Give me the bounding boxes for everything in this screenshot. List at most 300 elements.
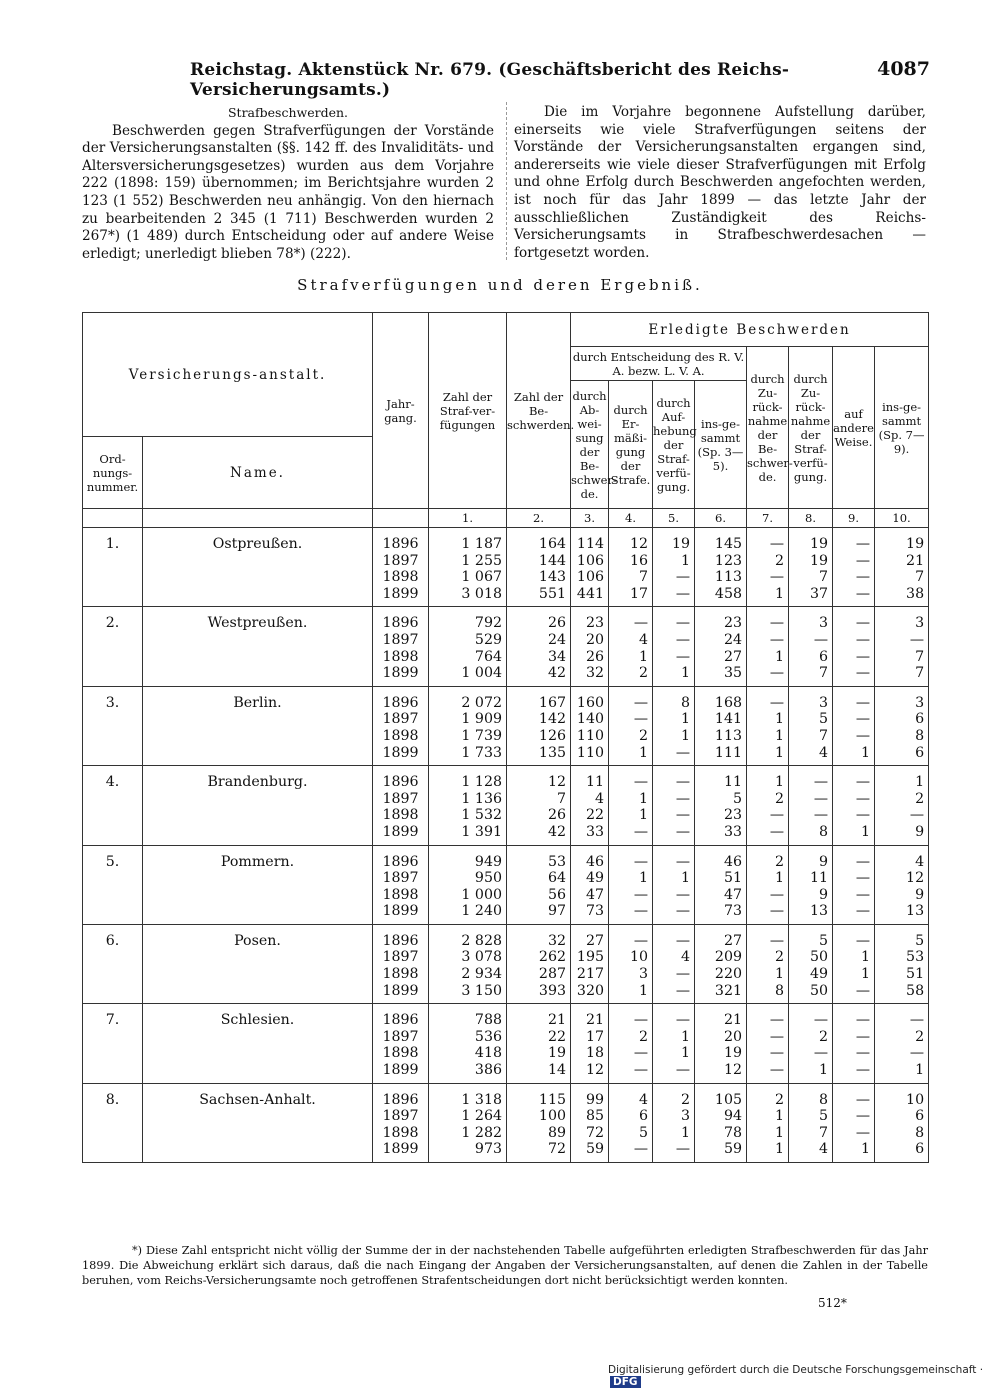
value: 35 [723,665,743,682]
value: 50 [809,982,829,999]
value: 113 [714,727,743,744]
value: 1 282 [461,1124,503,1141]
value: 51 [906,966,925,983]
right-column [514,104,926,262]
value-cell-c7 [747,607,789,686]
row-name: Ostpreußen. [143,528,373,607]
value: 788 [474,1012,503,1029]
value: 2 [680,1091,691,1108]
value-cell-c6 [695,766,747,845]
value: — [675,585,691,602]
value: 24 [723,631,743,648]
value: — [813,1045,829,1062]
value: 27 [585,932,605,949]
value: — [675,1062,691,1079]
value-cell-c1 [429,924,507,1003]
value: — [769,536,785,552]
value-cell-c9 [833,528,875,607]
value: 2 [638,665,649,682]
value-cell-c1 [429,528,507,607]
value: 19 [906,536,925,552]
value: 1898 [382,886,419,903]
value-cell-c6 [695,607,747,686]
value: 50 [809,949,829,966]
value-cell-c4 [609,1083,653,1162]
value-cell-c2 [507,607,571,686]
value: 1897 [382,870,419,887]
value: 1896 [382,932,419,949]
value: — [855,727,871,744]
value-cell-c10 [875,686,929,765]
value: 23 [585,615,605,632]
value: — [675,932,691,949]
row-number: 5. [83,845,143,924]
value: 7 [638,569,649,586]
header-andere-weise: auf andere Weise. [833,347,875,509]
value: 14 [547,1062,567,1079]
value: 4 [638,631,649,648]
value: 2 072 [461,694,503,711]
value-cell-c3 [571,528,609,607]
value: — [675,966,691,983]
column-number: 10. [875,509,929,528]
value: 1899 [382,744,419,761]
value-cell-c5 [653,924,695,1003]
value: 167 [538,694,567,711]
value: 51 [723,870,743,887]
value: 12 [547,774,567,791]
digitization-credit [608,1364,1000,1388]
value: — [855,1012,871,1029]
value: — [813,1012,829,1029]
value: 20 [723,1028,743,1045]
value: 1899 [382,982,419,999]
value: 1899 [382,1141,419,1158]
value-cell-c10 [875,845,929,924]
value: 42 [547,823,567,840]
value: 1897 [382,1028,419,1045]
value: 9 [915,823,925,840]
value: — [769,569,785,586]
header-jahrgang: Jahr-gang. [373,313,429,509]
value: 1 [774,585,785,602]
value: 53 [547,853,567,870]
value: — [855,694,871,711]
value-cell-c5 [653,686,695,765]
value: 17 [585,1028,605,1045]
column-number: 1. [429,509,507,528]
value: 73 [723,903,743,920]
value: 9 [818,886,829,903]
value-cell-c8 [789,528,833,607]
value: 1 [860,744,871,761]
value: 145 [714,536,743,552]
value: 5 [915,932,925,949]
footnote-text: *) Diese Zahl entspricht nicht völlig der Summe der in der nachstehenden Tabelle aufgeführten erledigten Strafbeschwerden für das Jahr 1899. Die Abweichung erklärt sich daraus, daß die nach Eingang der Angaben der Versicherungsanstalten, auf denen die Zahlen in der Tabelle beruhen, vom Reichs-Versicherungsamte noch getroffenen Strafentscheidungen dort nicht berücksichtigt werden konnten. [82,1244,928,1287]
value: 3 [818,615,829,632]
value: 1 [915,1062,925,1079]
value: 7 [818,665,829,682]
value: 536 [474,1028,503,1045]
footnote [82,1243,928,1288]
value: — [855,631,871,648]
value: 12 [585,1062,605,1079]
value: 53 [906,949,925,966]
value-cell-c2 [507,1004,571,1083]
value: 1896 [382,774,419,791]
value: — [855,853,871,870]
value: 168 [714,694,743,711]
value: 11 [809,870,829,887]
value: 1 [774,727,785,744]
value-cell-c10 [875,1004,929,1083]
value: 1898 [382,727,419,744]
value: 1 [680,665,691,682]
value: 5 [818,932,829,949]
value: 1896 [382,1091,419,1108]
value: 1 739 [461,727,503,744]
value: — [855,711,871,728]
year-cell [373,924,429,1003]
value: 7 [915,648,925,665]
value: 321 [714,982,743,999]
value: 4 [818,744,829,761]
value: 1 [680,727,691,744]
row-name: Westpreußen. [143,607,373,686]
value: 3 018 [461,585,503,602]
value: 94 [723,1108,743,1125]
value: — [855,774,871,791]
value: 19 [547,1045,567,1062]
value: 11 [585,774,605,791]
value-cell-c6 [695,924,747,1003]
value: 7 [556,790,567,807]
value-cell-c4 [609,1004,653,1083]
table-row [83,766,929,845]
value: 6 [915,711,925,728]
value-cell-c9 [833,845,875,924]
value: — [633,615,649,632]
value: — [675,569,691,586]
value-cell-c9 [833,1083,875,1162]
value-cell-c7 [747,1004,789,1083]
page-header [190,58,930,100]
value: — [855,1124,871,1141]
value: — [633,694,649,711]
table-title: Strafverfügungen und deren Ergebniß. [297,276,703,294]
value: 1897 [382,790,419,807]
value: 2 [774,949,785,966]
value: 105 [714,1091,743,1108]
value: 11 [723,774,743,791]
value: 320 [576,982,605,999]
header-entscheidung: durch Entscheidung des R. V. A. bezw. L. V. A. [571,347,747,381]
value: 4 [915,853,925,870]
row-name: Sachsen-Anhalt. [143,1083,373,1162]
value: 1 [638,982,649,999]
value: 113 [714,569,743,586]
value: 792 [474,615,503,632]
value: — [855,569,871,586]
value: 32 [585,665,605,682]
value-cell-c6 [695,845,747,924]
header-zuruecknahme-strafverfuegung: durch Zu-rück-nahme der Straf-verfü-gung. [789,347,833,509]
value: — [909,807,925,824]
value-cell-c9 [833,924,875,1003]
value-cell-c9 [833,766,875,845]
value-cell-c8 [789,607,833,686]
value: 26 [547,807,567,824]
value-cell-c3 [571,766,609,845]
value: — [675,615,691,632]
value: 21 [906,552,925,569]
row-name: Berlin. [143,686,373,765]
value: — [909,631,925,648]
value-cell-c2 [507,766,571,845]
value: 262 [538,949,567,966]
value: 1896 [382,536,419,552]
header-insgesammt-entscheidung: ins-ge-sammt (Sp. 3—5). [695,381,747,509]
value: 56 [547,886,567,903]
value-cell-c2 [507,845,571,924]
year-cell [373,1083,429,1162]
value: 9 [818,853,829,870]
value: 1 067 [461,569,503,586]
value-cell-c1 [429,1083,507,1162]
value: — [855,1028,871,1045]
value: 26 [585,648,605,665]
value: 110 [576,727,605,744]
value: — [909,1045,925,1062]
column-number-row [83,509,929,528]
value: 1 391 [461,823,503,840]
value: — [675,648,691,665]
value: 949 [474,853,503,870]
value: — [813,807,829,824]
value: — [675,853,691,870]
value: 106 [576,552,605,569]
value-cell-c9 [833,686,875,765]
value: 1 [638,790,649,807]
value: 458 [714,585,743,602]
value: 1 [860,1141,871,1158]
table-row [83,686,929,765]
value: 1896 [382,694,419,711]
value: 3 [915,694,925,711]
value: 26 [547,615,567,632]
value-cell-c9 [833,607,875,686]
value-cell-c7 [747,686,789,765]
value: 973 [474,1141,503,1158]
value: 18 [585,1045,605,1062]
value: 72 [547,1141,567,1158]
value: 85 [585,1108,605,1125]
value: — [769,807,785,824]
value: — [769,631,785,648]
value: — [855,536,871,552]
value: 287 [538,966,567,983]
value: — [855,807,871,824]
value: — [675,1141,691,1158]
value: 3 150 [461,982,503,999]
value: — [855,1108,871,1125]
value: 195 [576,949,605,966]
value: 8 [680,694,691,711]
value: 9 [915,886,925,903]
value: 1897 [382,1108,419,1125]
value-cell-c3 [571,607,609,686]
value: — [855,1091,871,1108]
value-cell-c8 [789,924,833,1003]
right-paragraph: Die im Vorjahre begonnene Aufstellung darüber, einerseits wie viele Strafverfügungen seitens der Vorstände der Versicherungsanstalten ergangen sind, andererseits wie viele dieser Strafverfügungen mit Erfolg und ohne Erfolg durch Beschwerden angefochten werden, ist noch für das Jahr 1899 — das letzte Jahr der ausschließlichen Zuständigkeit des Reichs-Versicherungsamts in Strafbeschwerdesachen — fortgesetzt worden. [514,104,926,261]
header-ermaessigung: durch Er-mäßi-gung der Strafe. [609,381,653,509]
value-cell-c2 [507,1083,571,1162]
value: 73 [585,903,605,920]
value-cell-c5 [653,528,695,607]
value: 111 [714,744,743,761]
value: 1898 [382,1045,419,1062]
value-cell-c7 [747,766,789,845]
value: — [855,903,871,920]
value: 110 [576,744,605,761]
value-cell-c1 [429,607,507,686]
value: 22 [585,807,605,824]
value: 59 [723,1141,743,1158]
year-cell [373,528,429,607]
value: 551 [538,585,567,602]
value: 1 [774,774,785,791]
header-versicherungsanstalt: Versicherungs-anstalt. [83,313,373,437]
value: 220 [714,966,743,983]
value: 1 [774,1124,785,1141]
table-row [83,607,929,686]
value: 140 [576,711,605,728]
value: 1898 [382,1124,419,1141]
value-cell-c8 [789,845,833,924]
value: 1 [638,744,649,761]
column-number: 8. [789,509,833,528]
value: 23 [723,615,743,632]
value: — [633,886,649,903]
column-number: 2. [507,509,571,528]
value: 1 255 [461,552,503,569]
left-column [82,104,494,263]
value: 46 [585,853,605,870]
value: 1899 [382,1062,419,1079]
value: 1896 [382,1012,419,1029]
value: — [769,694,785,711]
value: 1 [638,807,649,824]
value: 1896 [382,615,419,632]
value: 33 [723,823,743,840]
value: 33 [585,823,605,840]
row-name: Brandenburg. [143,766,373,845]
value: — [769,932,785,949]
value: 3 [680,1108,691,1125]
column-number: 7. [747,509,789,528]
value: 12 [723,1062,743,1079]
value: — [855,648,871,665]
value: 64 [547,870,567,887]
row-name: Pommern. [143,845,373,924]
value: 1 [774,966,785,983]
value: 1 909 [461,711,503,728]
value: 27 [723,932,743,949]
value: 8 [818,1091,829,1108]
value: 1899 [382,665,419,682]
header-aufhebung: durch Auf-hebung der Straf-verfü-gung. [653,381,695,509]
value: — [769,1012,785,1029]
value: — [769,823,785,840]
column-number: 6. [695,509,747,528]
value-cell-c6 [695,528,747,607]
value-cell-c8 [789,1083,833,1162]
value-cell-c2 [507,686,571,765]
value-cell-c7 [747,528,789,607]
value: 5 [818,1108,829,1125]
value: 209 [714,949,743,966]
value: 1 000 [461,886,503,903]
value: 6 [915,1108,925,1125]
header-ordnungsnummer: Ord-nungs-nummer. [83,437,143,509]
value: — [633,932,649,949]
value: 1897 [382,711,419,728]
value: 3 [818,694,829,711]
value: — [675,903,691,920]
value: 2 [638,1028,649,1045]
value: 21 [723,1012,743,1029]
value: 1 [680,1124,691,1141]
value: 160 [576,694,605,711]
value: 6 [915,1141,925,1158]
value: 1899 [382,585,419,602]
value: 23 [723,807,743,824]
value: 21 [585,1012,605,1029]
header-beschwerden: Zahl der Be-schwerden. [507,313,571,509]
table-row [83,924,929,1003]
value-cell-c7 [747,845,789,924]
value: 58 [906,982,925,999]
value: 1 [860,823,871,840]
value-cell-c7 [747,924,789,1003]
value: 106 [576,569,605,586]
value: 99 [585,1091,605,1108]
value: 42 [547,665,567,682]
value: 7 [915,569,925,586]
value: 1 [680,711,691,728]
value: 1 [680,1028,691,1045]
sheet-mark: 512* [818,1296,847,1310]
value: — [633,903,649,920]
header-abweisung: durch Ab-wei-sung der Be-schwer-de. [571,381,609,509]
value: 19 [723,1045,743,1062]
value: 115 [538,1091,567,1108]
value: 1 128 [461,774,503,791]
value: 1 [774,648,785,665]
value: 7 [818,569,829,586]
value: 2 [774,1091,785,1108]
value: — [633,823,649,840]
value: 89 [547,1124,567,1141]
digitization-text: Digitalisierung gefördert durch die Deutsche Forschungsgemeinschaft · [608,1364,984,1376]
value: — [633,1141,649,1158]
value: 1 264 [461,1108,503,1125]
value: 7 [818,1124,829,1141]
value: 4 [594,790,605,807]
value: — [855,932,871,949]
value: — [675,744,691,761]
value: 5 [638,1124,649,1141]
